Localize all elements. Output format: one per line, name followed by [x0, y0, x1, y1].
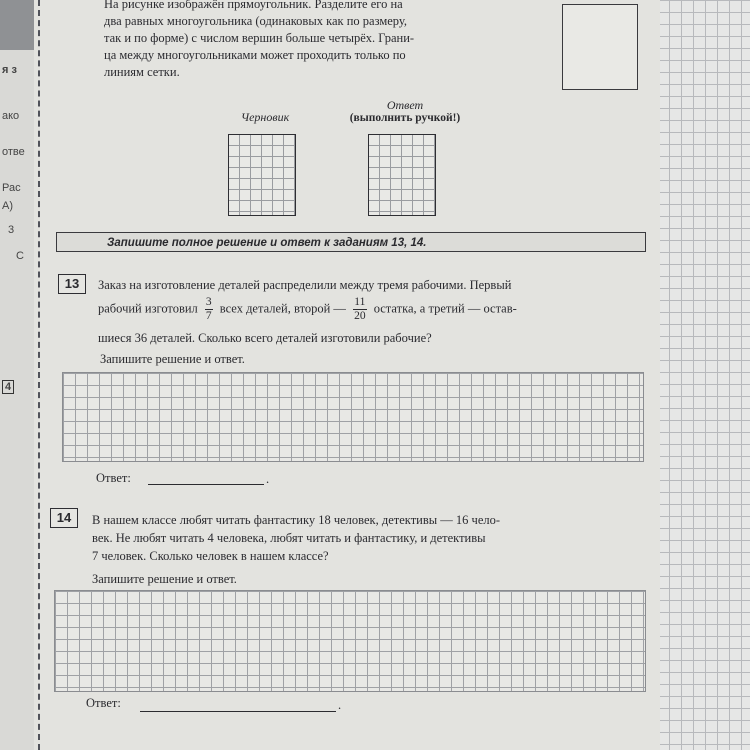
task13-answer-field[interactable] [148, 484, 264, 485]
answer-label-note: (выполнить ручкой!) [349, 112, 461, 124]
task12-line: линиям сетки. [104, 65, 180, 79]
task13-number: 13 [58, 274, 86, 294]
task13-line3: шиеся 36 деталей. Сколько всего деталей изготовили рабочие? [98, 331, 432, 345]
task13-line2 [98, 296, 658, 323]
cut-line [38, 0, 40, 750]
task14-solution-grid[interactable] [54, 590, 646, 692]
underlying-fragment: А) [2, 200, 13, 212]
fraction-denominator: 7 [205, 310, 212, 322]
task13-text: остатка, а третий — остав- [373, 301, 517, 316]
answer-label: Ответ [386, 98, 424, 112]
task13-text: всех деталей, второй — [219, 301, 346, 316]
grid-paper-sheet [645, 0, 750, 750]
underlying-fragment: ако [2, 110, 20, 122]
task14-instruction: Запишите решение и ответ. [92, 572, 237, 586]
task12-line: ца между многоугольниками может проходить только по [104, 48, 406, 62]
fraction-3-7 [205, 296, 213, 323]
task12-line: так и по форме) с числом вершин больше четырёх. Грани- [104, 31, 415, 45]
task12-line: два равных многоугольника (одинаковых как по размеру, [104, 14, 408, 28]
task13-answer-label: Ответ: [96, 471, 131, 485]
task14-number: 14 [50, 508, 78, 528]
fraction-numerator: 3 [205, 296, 212, 308]
task13-solution-grid[interactable] [62, 372, 644, 462]
task13-instruction: Запишите решение и ответ. [100, 352, 245, 366]
task14-answer-label: Ответ: [86, 696, 121, 710]
task14-line1: В нашем классе любят читать фантастику 18 человек, детективы — 16 чело- [92, 513, 501, 527]
underlying-fragment: 4 [2, 380, 14, 394]
task12-line: На рисунке изображён прямоугольник. Разделите его на [104, 0, 403, 11]
underlying-fragment: я з [2, 64, 17, 76]
fraction-denominator: 20 [354, 310, 366, 322]
task12-rectangle-frame [562, 4, 638, 90]
task14-line3: 7 человек. Сколько человек в нашем классе? [92, 549, 329, 563]
underlying-fragment: отве [2, 146, 25, 158]
task13-answer-end: . [266, 472, 270, 486]
underlying-fragment: Рас [2, 182, 21, 194]
task14-answer-end: . [338, 698, 342, 712]
task13-text: рабочий изготовил [98, 301, 198, 316]
task13-line1: Заказ на изготовление деталей распределили между тремя рабочими. Первый [98, 278, 512, 292]
task14-answer-field[interactable] [140, 711, 336, 712]
underlying-fragment: С [16, 250, 24, 262]
draft-label: Черновик [240, 110, 290, 124]
fraction-11-20 [353, 296, 367, 323]
fraction-numerator: 11 [354, 296, 366, 308]
draft-grid[interactable] [228, 134, 296, 216]
answer-grid-task12[interactable] [368, 134, 436, 216]
task14-line2: век. Не любят читать 4 человека, любят читать и фантастику, и детективы [92, 531, 486, 545]
underlying-fragment: 3 [8, 224, 15, 236]
instruction-banner: Запишите полное решение и ответ к заданиям 13, 14. [56, 232, 646, 252]
